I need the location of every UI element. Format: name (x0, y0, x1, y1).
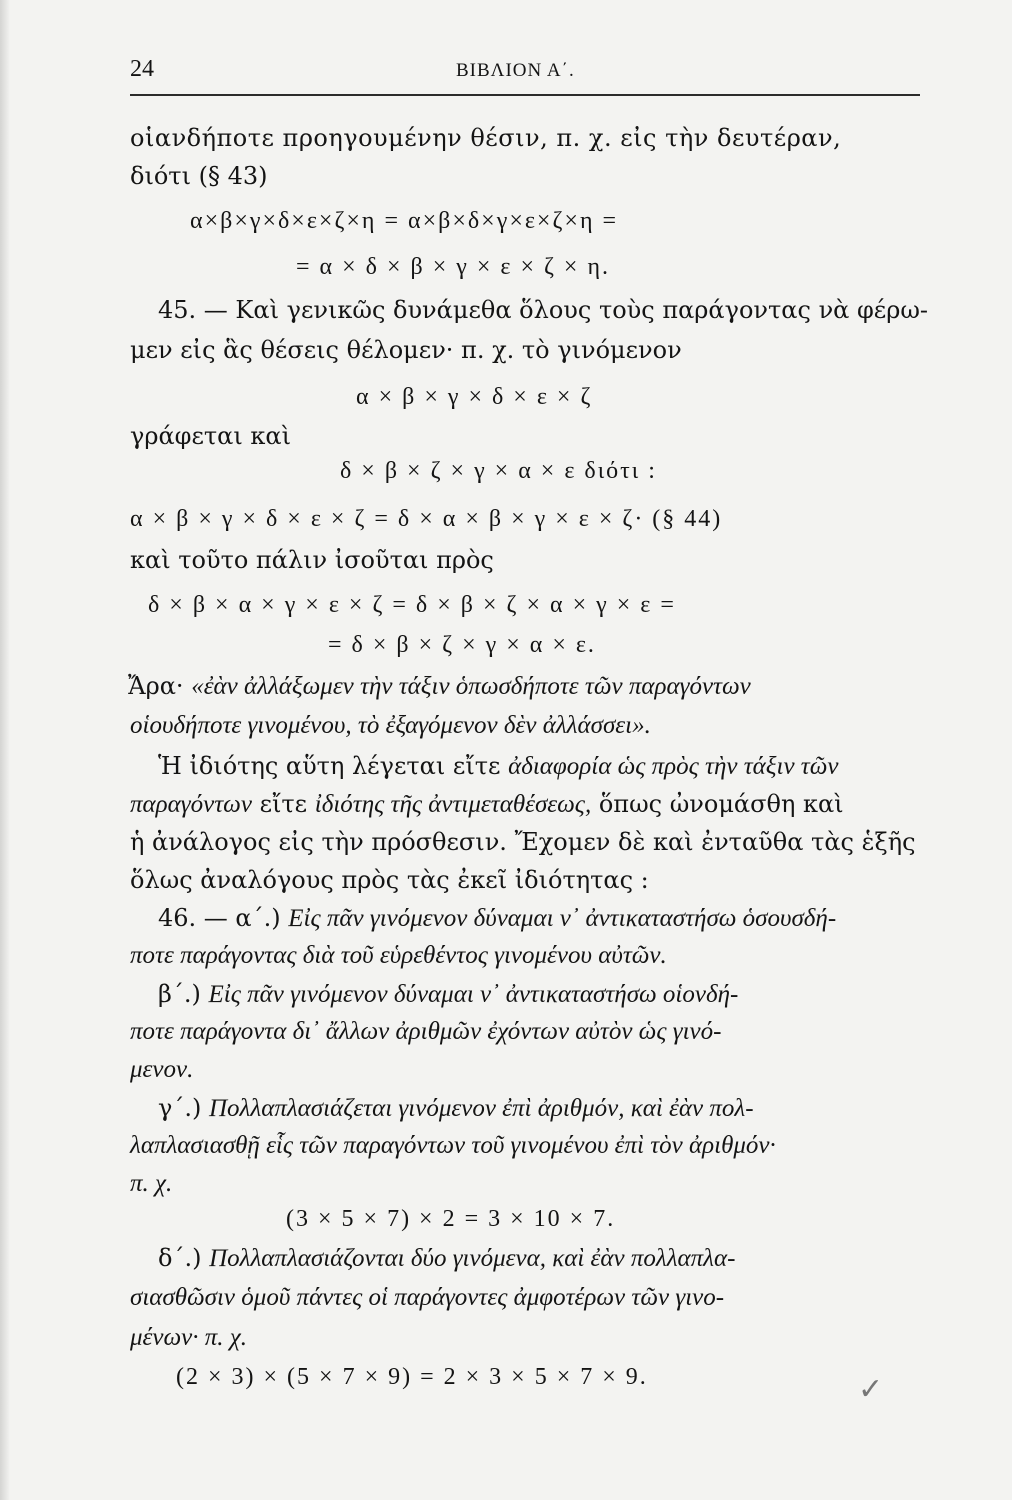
text-line: λαπλασιασθῇ εἷς τῶν παραγόντων τοῦ γινομένου ἐπὶ τὸν ἀριθμόν· (130, 1132, 776, 1159)
text-span: δ΄.) (158, 1244, 202, 1272)
italic-span: ἀδιαφορία ὡς πρὸς τὴν τάξιν τῶν (508, 753, 839, 780)
italic-span: «ἐὰν ἀλλάξωμεν τὴν τάξιν ὁπωσδήποτε τῶν παραγόντων (191, 673, 751, 700)
page-number: 24 (130, 56, 154, 82)
equation: α×β×γ×δ×ε×ζ×η = α×β×δ×γ×ε×ζ×η = (190, 208, 619, 234)
text-line: π. χ. (130, 1170, 173, 1197)
italic-span: ἰδιότης τῆς ἀντιμεταθέσεως, (314, 791, 592, 818)
text-line (158, 1094, 754, 1123)
text-span: β΄.) (158, 980, 201, 1008)
text-line: ποτε παράγοντας διὰ τοῦ εὑρεθέντος γινομένου αὐτῶν. (130, 942, 667, 969)
text-line: οἱουδήποτε γινομένου, τὸ ἐξαγόμενον δὲν ἀλλάσσει». (130, 712, 651, 739)
italic-span: Πολλαπλασιάζεται γινόμενον ἐπὶ ἀριθμόν, καὶ ἐὰν πολ- (208, 1095, 754, 1122)
equation: (2 × 3) × (5 × 7 × 9) = 2 × 3 × 5 × 7 × 9. (176, 1364, 648, 1390)
equation: = α × δ × β × γ × ε × ζ × η. (296, 254, 611, 280)
scan-edge-shadow (0, 0, 10, 1500)
pencil-check-mark: ✓ (858, 1372, 884, 1407)
text-line: ὅλως ἀναλόγους πρὸς τὰς ἐκεῖ ἰδιότητας : (130, 866, 649, 894)
text-span: ὅπως ὠνομάσθη καὶ (598, 790, 844, 818)
text-line: ποτε παράγοντα δι᾿ ἄλλων ἀριθμῶν ἐχόντων αὐτὸν ὡς γινό- (130, 1018, 722, 1045)
text-span: γ΄.) (158, 1094, 202, 1122)
page-header (130, 56, 920, 90)
text-line (158, 904, 836, 933)
text-line: μενον. (130, 1056, 194, 1083)
text-line: καὶ τοῦτο πάλιν ἰσοῦται πρὸς (130, 546, 494, 574)
text-span: 46. — α΄.) (158, 904, 281, 932)
running-title: ΒΙΒΛΙΟΝ Α΄. (456, 60, 575, 81)
text-line: διότι (§ 43) (130, 162, 268, 190)
text-line: μεν εἰς ἃς θέσεις θέλομεν· π. χ. τὸ γινόμενον (130, 336, 682, 364)
equation: (3 × 5 × 7) × 2 = 3 × 10 × 7. (286, 1206, 616, 1232)
italic-span: παραγόντων (130, 791, 252, 818)
text-line (130, 790, 844, 819)
header-rule (130, 94, 920, 96)
equation: δ × β × α × γ × ε × ζ = δ × β × ζ × α × γ × ε = (148, 592, 676, 618)
text-span: Ἄρα· (128, 672, 184, 700)
text-line (158, 752, 839, 781)
text-line: οἱανδήποτε προηγουμένην θέσιν, π. χ. εἰς τὴν δευτέραν, (130, 124, 842, 152)
text-line: μένων· π. χ. (130, 1324, 248, 1351)
text-line: σιασθῶσιν ὁμοῦ πάντες οἱ παράγοντες ἀμφοτέρων τῶν γινο- (130, 1284, 725, 1311)
italic-span: Εἰς πᾶν γινόμενον δύναμαι ν᾿ ἀντικαταστήσω οἱονδή- (208, 981, 739, 1008)
text-line: γράφεται καὶ (130, 422, 292, 450)
italic-span: Πολλαπλασιάζονται δύο γινόμενα, καὶ ἐὰν πολλαπλα- (209, 1245, 736, 1272)
equation: α × β × γ × δ × ε × ζ = δ × α × β × γ × ε × ζ· (§ 44) (130, 506, 723, 532)
text-line (128, 672, 751, 701)
text-span: εἴτε (259, 790, 308, 818)
equation: δ × β × ζ × γ × α × ε διότι : (340, 458, 657, 484)
italic-span: Εἰς πᾶν γινόμενον δύναμαι ν᾿ ἀντικαταστήσω ὁσουσδή- (288, 905, 837, 932)
equation: α × β × γ × δ × ε × ζ (356, 384, 593, 410)
text-line: 45. — Καὶ γενικῶς δυνάμεθα ὅλους τοὺς παράγοντας νὰ φέρω- (158, 296, 929, 324)
text-line: ἡ ἀνάλογος εἰς τὴν πρόσθεσιν. Ἔχομεν δὲ καὶ ἐνταῦθα τὰς ἑξῆς (130, 828, 916, 856)
text-line (158, 1244, 735, 1273)
equation: = δ × β × ζ × γ × α × ε. (328, 632, 596, 658)
text-span: Ἡ ἰδιότης αὕτη λέγεται εἴτε (158, 752, 501, 780)
text-line (158, 980, 738, 1009)
